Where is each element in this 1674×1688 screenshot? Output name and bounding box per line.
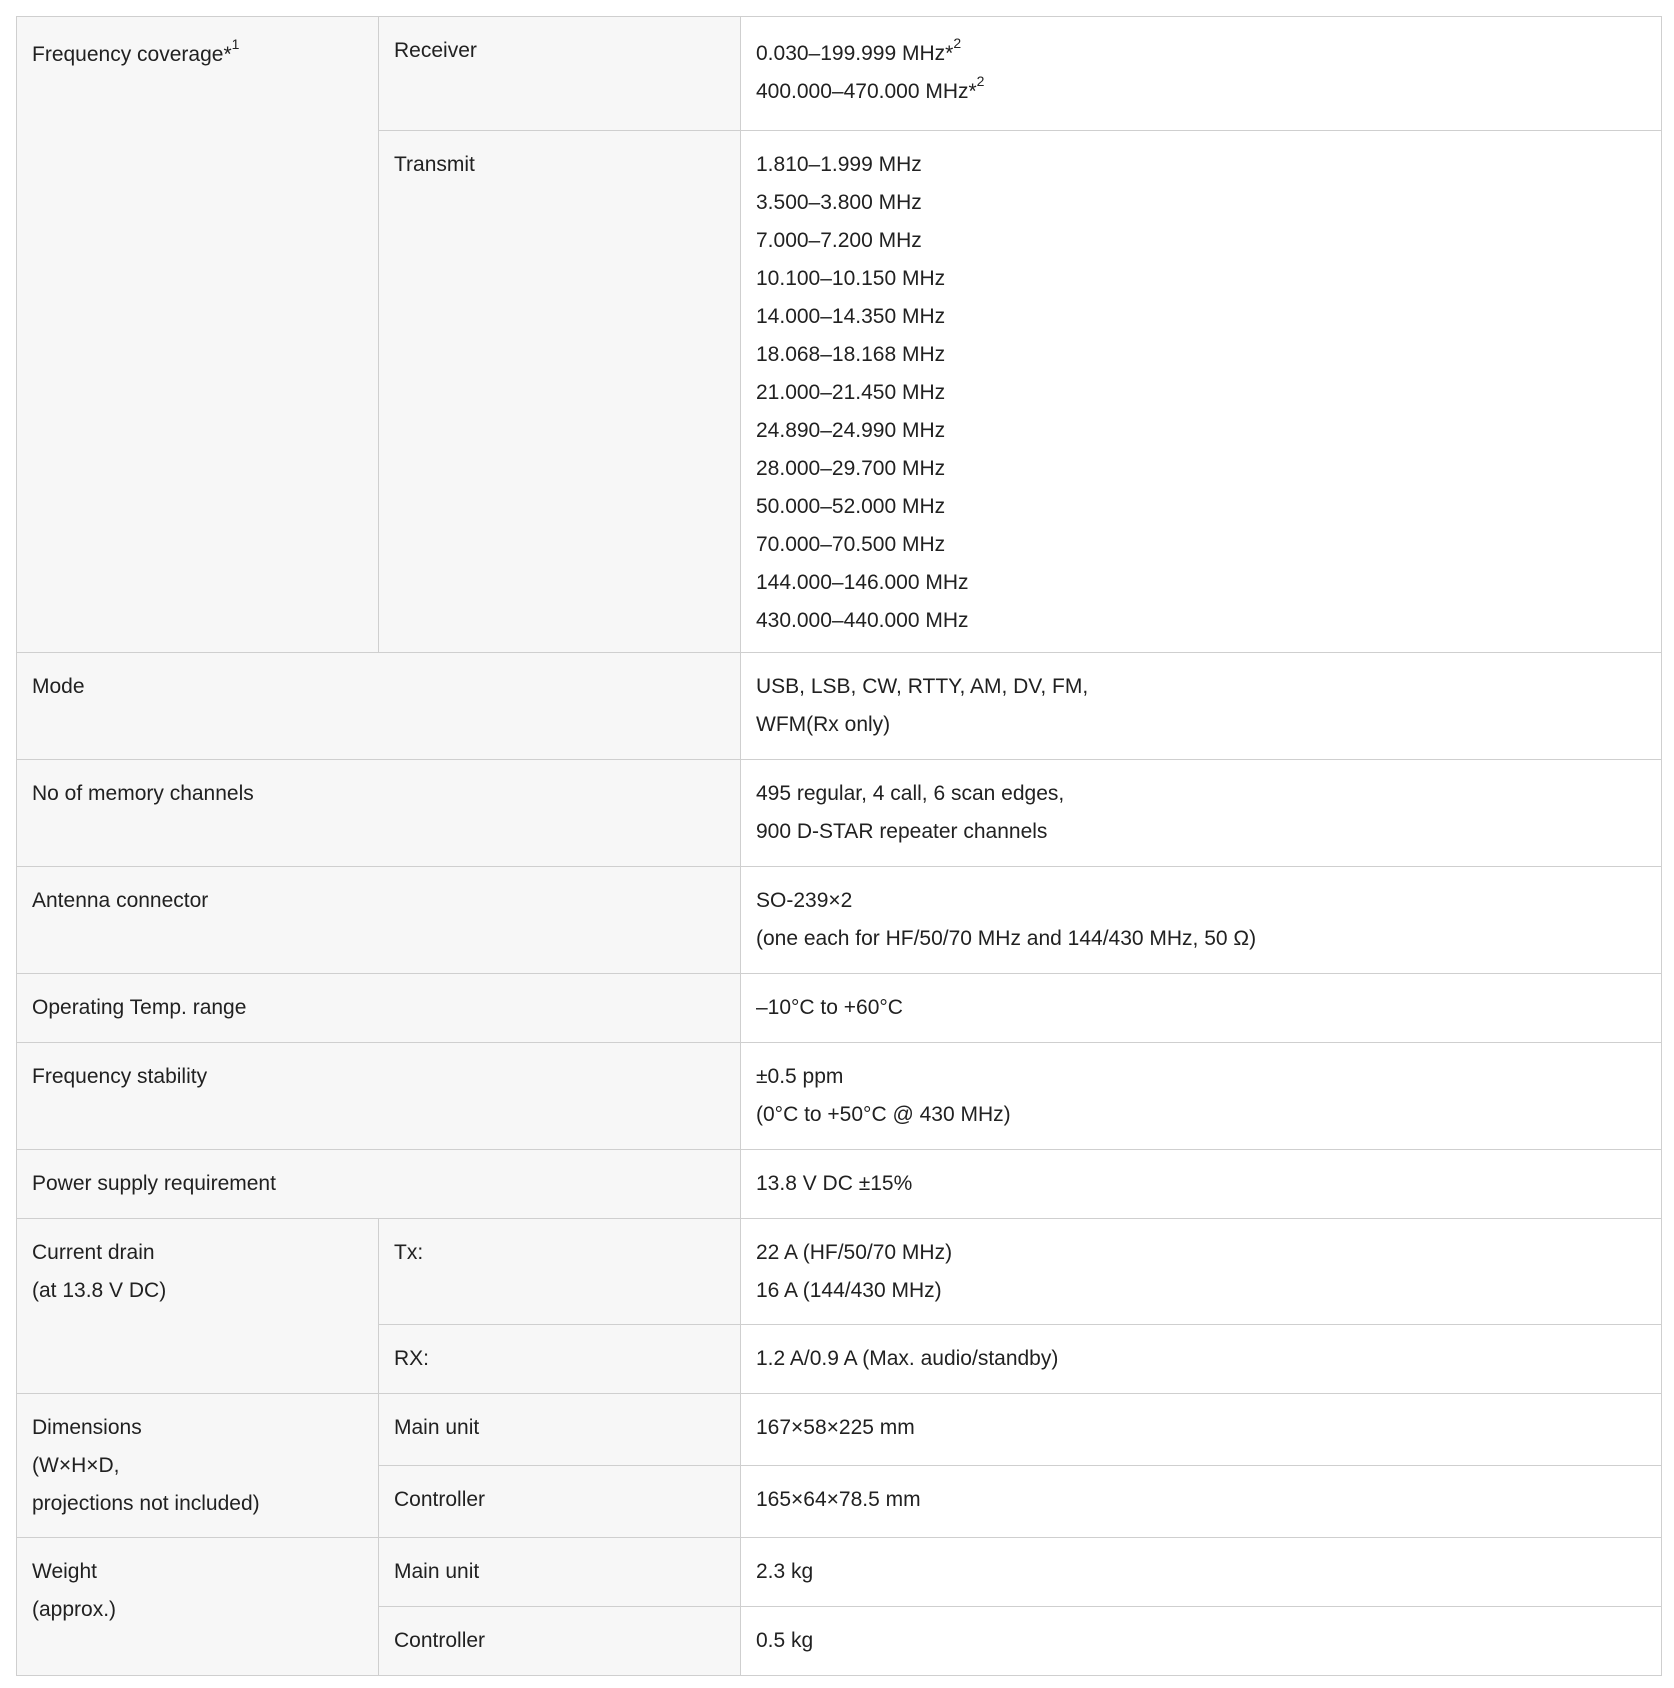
table-row xyxy=(17,867,1662,974)
tx-values: 22 A (HF/50/70 MHz) 16 A (144/430 MHz) xyxy=(741,1219,1662,1325)
table-row xyxy=(17,1043,1662,1150)
table-row xyxy=(17,17,1662,131)
table-row xyxy=(17,653,1662,760)
dimensions-controller-value: 165×64×78.5 mm xyxy=(741,1466,1662,1538)
power-value: 13.8 V DC ±15% xyxy=(741,1150,1662,1219)
mode-values: USB, LSB, CW, RTTY, AM, DV, FM, WFM(Rx only) xyxy=(741,653,1662,760)
transmit-label: Transmit xyxy=(379,131,741,653)
table-row xyxy=(17,1394,1662,1466)
temp-value: –10°C to +60°C xyxy=(741,974,1662,1043)
tx-label: Tx: xyxy=(379,1219,741,1325)
temp-label: Operating Temp. range xyxy=(17,974,741,1043)
weight-label: Weight (approx.) xyxy=(17,1538,379,1676)
dimensions-label: Dimensions (W×H×D, projections not included) xyxy=(17,1394,379,1538)
mode-label: Mode xyxy=(17,653,741,760)
antenna-values: SO-239×2 (one each for HF/50/70 MHz and 144/430 MHz, 50 Ω) xyxy=(741,867,1662,974)
dimensions-main-value: 167×58×225 mm xyxy=(741,1394,1662,1466)
weight-main-label: Main unit xyxy=(379,1538,741,1607)
rx-value: 1.2 A/0.9 A (Max. audio/standby) xyxy=(741,1325,1662,1394)
rx-label: RX: xyxy=(379,1325,741,1394)
power-label: Power supply requirement xyxy=(17,1150,741,1219)
stability-values: ±0.5 ppm (0°C to +50°C @ 430 MHz) xyxy=(741,1043,1662,1150)
weight-controller-value: 0.5 kg xyxy=(741,1607,1662,1676)
table-row xyxy=(17,1219,1662,1325)
weight-controller-label: Controller xyxy=(379,1607,741,1676)
spec-table xyxy=(16,16,1662,1676)
current-label: Current drain (at 13.8 V DC) xyxy=(17,1219,379,1394)
table-row xyxy=(17,760,1662,867)
table-row xyxy=(17,1150,1662,1219)
table-row xyxy=(17,974,1662,1043)
footnote-marker: 1 xyxy=(231,36,240,52)
transmit-values: 1.810–1.999 MHz 3.500–3.800 MHz 7.000–7.200 MHz 10.100–10.150 MHz 14.000–14.350 MHz 18.068–18.168 MHz 21.000–21.450 MHz 24.890–24.990 MHz 28.000–29.700 MHz 50.000–52.000 MHz 70.000–70.500 MHz 144.000–146.000 MHz 430.000–440.000 MHz xyxy=(741,131,1662,653)
table-row xyxy=(17,1538,1662,1607)
memory-values: 495 regular, 4 call, 6 scan edges, 900 D-STAR repeater channels xyxy=(741,760,1662,867)
dimensions-main-label: Main unit xyxy=(379,1394,741,1466)
antenna-label: Antenna connector xyxy=(17,867,741,974)
receiver-values: 0.030–199.999 MHz*$^2$ 400.000–470.000 MHz*$^2$ xyxy=(741,17,1662,131)
dimensions-controller-label: Controller xyxy=(379,1466,741,1538)
stability-label: Frequency stability xyxy=(17,1043,741,1150)
memory-label: No of memory channels xyxy=(17,760,741,867)
receiver-label: Receiver xyxy=(379,17,741,131)
weight-main-value: 2.3 kg xyxy=(741,1538,1662,1607)
freq-coverage-label: Frequency coverage*$^1$ xyxy=(17,17,379,653)
